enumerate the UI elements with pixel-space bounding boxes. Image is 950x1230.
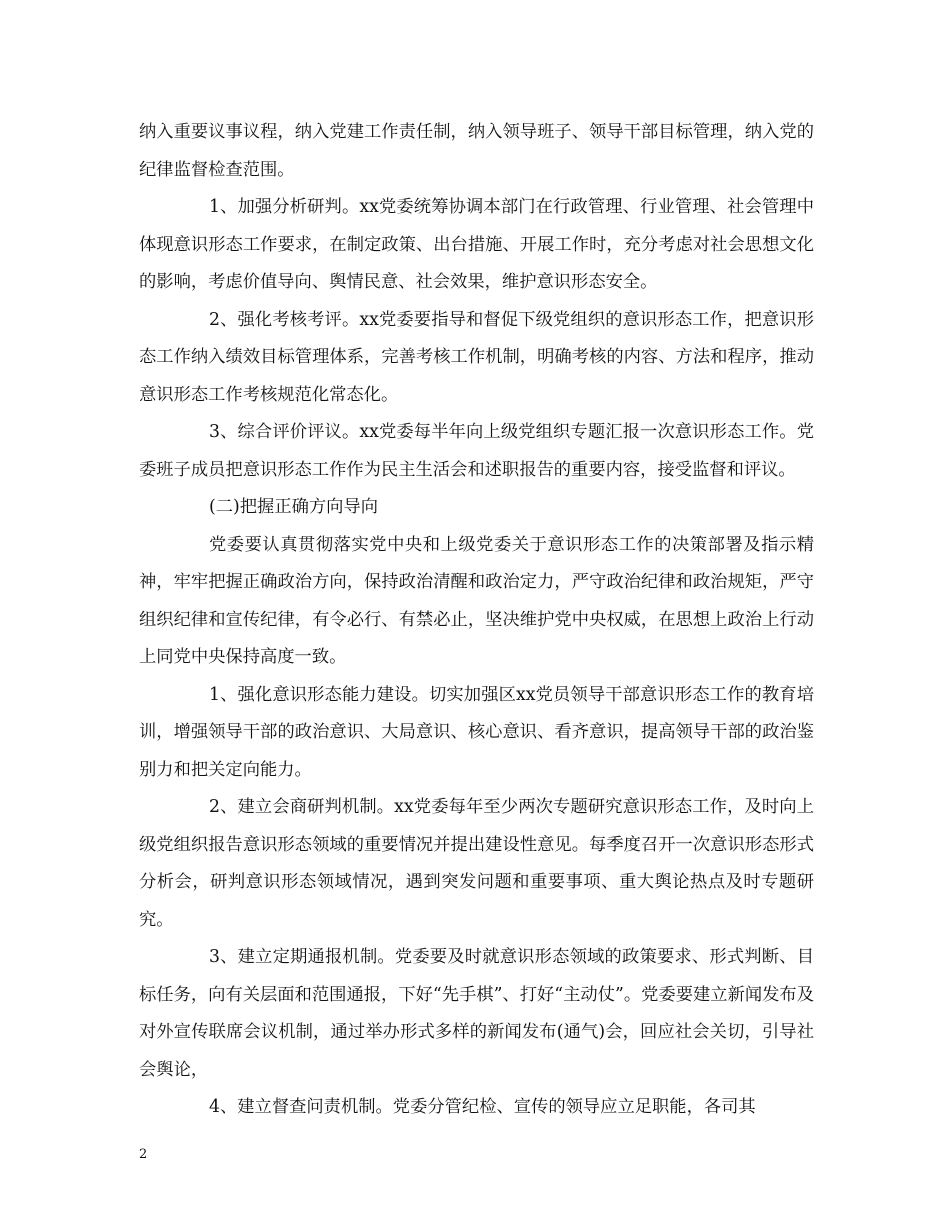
paragraph: 3、综合评价评议。xx党委每半年向上级党组织专题汇报一次意识形态工作。党委班子成员把意识形态工作作为民主生活会和述职报告的重要内容，接受监督和评议。 — [139, 422, 814, 480]
section-heading: (二)把握正确方向导向 — [209, 497, 379, 517]
paragraph: 1、加强分析研判。xx党委统筹协调本部门在行政管理、行业管理、社会管理中体现意识形态工作要求，在制定政策、出台措施、开展工作时，充分考虑对社会思想文化的影响，考虑价值导向、舆情民意、社会效果，维护意识形态安全。 — [139, 197, 814, 292]
paragraph: 1、强化意识形态能力建设。切实加强区xx党员领导干部意识形态工作的教育培训，增强领导干部的政治意识、大局意识、核心意识、看齐意识，提高领导干部的政治鉴别力和把关定向能力。 — [139, 684, 814, 780]
body-text — [139, 114, 814, 1127]
paragraph: 4、建立督查问责机制。党委分管纪检、宣传的领导应立足职能，各司其 — [209, 1097, 756, 1117]
paragraph: 纳入重要议事议程，纳入党建工作责任制，纳入领导班子、领导干部目标管理，纳入党的纪律监督检查范围。 — [139, 122, 814, 180]
paragraph: 2、强化考核考评。xx党委要指导和督促下级党组织的意识形态工作，把意识形态工作纳入绩效目标管理体系，完善考核工作机制，明确考核的内容、方法和程序，推动意识形态工作考核规范化常态化。 — [139, 309, 814, 405]
page-number: 2 — [139, 1147, 148, 1162]
paragraph: 2、建立会商研判机制。xx党委每年至少两次专题研究意识形态工作，及时向上级党组织报告意识形态领域的重要情况并提出建设性意见。每季度召开一次意识形态形式分析会，研判意识形态领域情况，遇到突发问题和重要事项、重大舆论热点及时专题研究。 — [139, 797, 814, 930]
paragraph: 3、建立定期通报机制。党委要及时就意识形态领域的政策要求、形式判断、目标任务，向有关层面和范围通报，下好“先手棋”、打好“主动仗”。党委要建立新闻发布及对外宣传联席会议机制，通过举办形式多样的新闻发布(通气)会，回应社会关切，引导社会舆论， — [139, 947, 814, 1080]
paragraph: 党委要认真贯彻落实党中央和上级党委关于意识形态工作的决策部署及指示精神，牢牢把握正确政治方向，保持政治清醒和政治定力，严守政治纪律和政治规矩，严守组织纪律和宣传纪律，有令必行、有禁必止，坚决维护党中央权威，在思想上政治上行动上同党中央保持高度一致。 — [139, 534, 814, 667]
